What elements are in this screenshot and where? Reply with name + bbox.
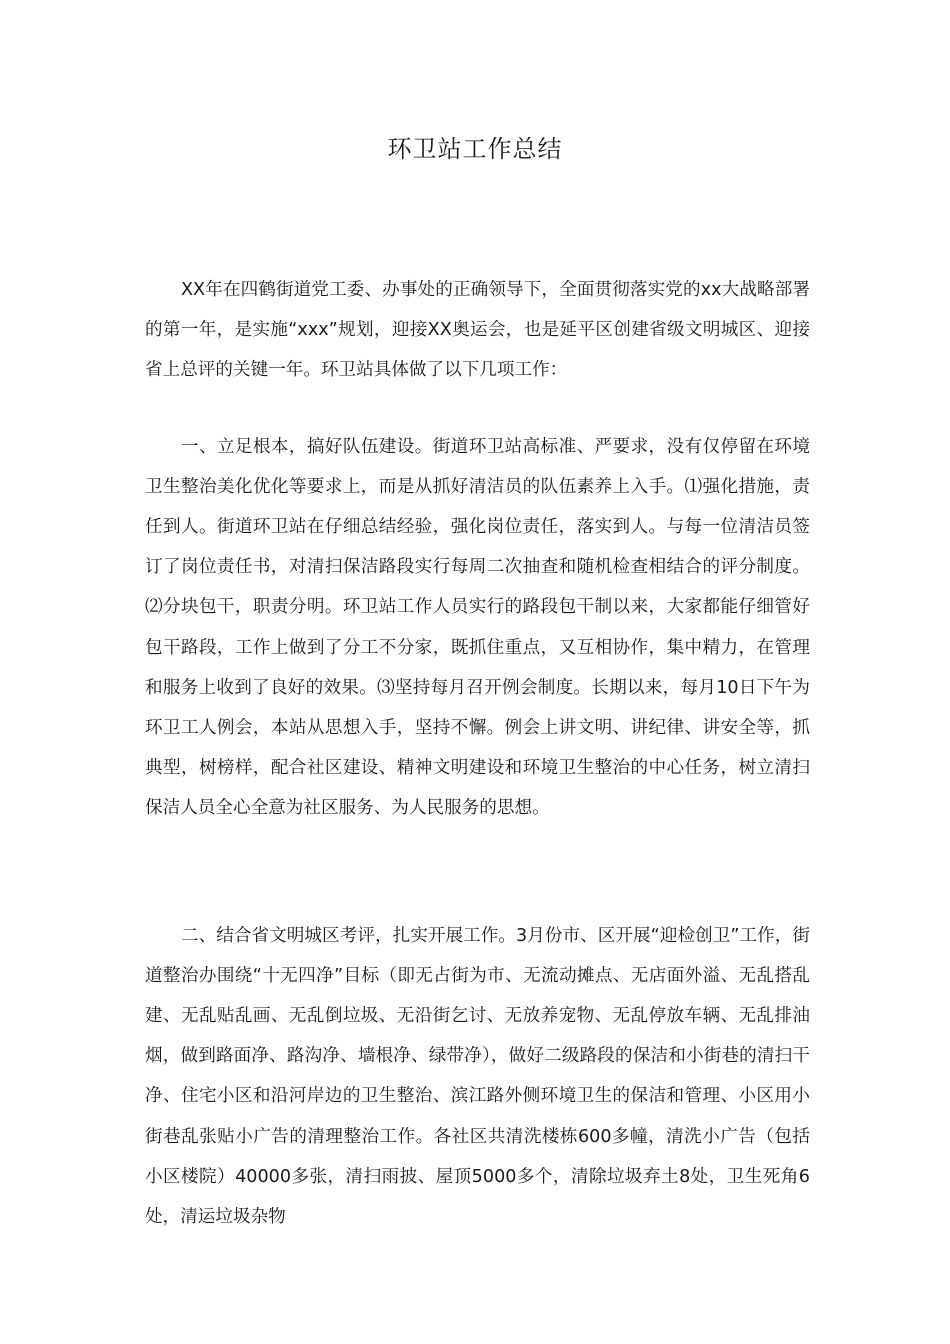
document-title: 环卫站工作总结 [387,135,563,163]
paragraph-civilized-city: 二、结合省文明城区考评，扎实开展工作。3月份市、区开展“迎检创卫”工作，街道整治办围绕“十无四净”目标（即无占街为市、无流动摊点、无店面外溢、无乱搭乱建、无乱贴乱画、无乱倒垃圾、无沿街乞讨、无放养宠物、无乱停放车辆、无乱排油烟，做到路面净、路沟净、墙根净、绿带净），做好二级路段的保洁和小街巷的清扫干净、住宅小区和沿河岸边的卫生整治、滨江路外侧环境卫生的保洁和管理、小区用小街巷乱张贴小广告的清理整治工作。各社区共清洗楼栋600多幢，清洗小广告（包括小区楼院）40000多张，清扫雨披、屋顶5000多个，清除垃圾弃土8处，卫生死角6处，清运垃圾杂物 [145,925,810,1228]
paragraph-team-building: 一、立足根本，搞好队伍建设。街道环卫站高标准、严要求，没有仅停留在环境卫生整治美化优化等要求上，而是从抓好清洁员的队伍素养上入手。⑴强化措施，责任到人。街道环卫站在仔细总结经验，强化岗位责任，落实到人。与每一位清洁员签订了岗位责任书，对清扫保洁路段实行每周二次抽查和随机检查相结合的评分制度。⑵分块包干，职责分明。环卫站工作人员实行的路段包干制以来，大家都能仔细管好包干路段，工作上做到了分工不分家，既抓住重点，又互相协作，集中精力，在管理和服务上收到了良好的效果。⑶坚持每月召开例会制度。长期以来，每月10日下午为环卫工人例会，本站从思想入手，坚持不懈。例会上讲文明、讲纪律、讲安全等，抓典型，树榜样，配合社区建设、精神文明建设和环境卫生整治的中心任务，树立清扫保洁人员全心全意为社区服务、为人民服务的思想。 [145,436,810,819]
paragraph-intro: XX年在四鹤街道党工委、办事处的正确领导下，全面贯彻落实党的xx大战略部署的第一年，是实施“xxx”规划，迎接XX奥运会，也是延平区创建省级文明城区、迎接省上总评的关键一年。环卫站具体做了以下几项工作： [145,279,810,380]
